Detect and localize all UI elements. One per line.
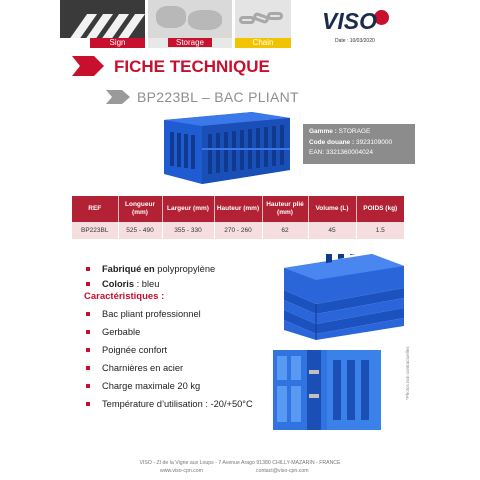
col-header-hauteur-plie: Hauteur plié (mm) xyxy=(262,196,308,222)
material-label: Fabriqué en xyxy=(102,264,155,274)
page-title: FICHE TECHNIQUE xyxy=(114,57,270,76)
hinge-closeup-image xyxy=(273,350,381,430)
ean-line: EAN: 3321360004024 xyxy=(309,149,373,156)
spec-table xyxy=(72,196,404,239)
storage-category-image xyxy=(148,0,232,38)
gamme-line xyxy=(309,127,409,138)
cell-largeur: 355 - 330 xyxy=(162,222,214,239)
colors-label: Coloris xyxy=(102,279,135,289)
viso-logo xyxy=(322,8,390,34)
col-header-poids: POIDS (kg) xyxy=(356,196,404,222)
colors-value: : bleu xyxy=(136,279,160,289)
sign-category-image xyxy=(60,0,145,38)
col-header-hauteur: Hauteur (mm) xyxy=(214,196,262,222)
code-douane-value: 3923109000 xyxy=(355,138,393,146)
photos-disclaimer: *Photos non contractuelles xyxy=(405,346,410,400)
title-arrow-icon xyxy=(72,56,104,76)
list-item xyxy=(86,277,215,292)
document-date: Date : 10/03/2020 xyxy=(335,38,375,44)
product-title: BP223BL – BAC PLIANT xyxy=(137,89,299,105)
spec-table-header-row xyxy=(72,196,404,222)
list-item: Poignée confort xyxy=(86,341,253,359)
table-row xyxy=(72,222,404,239)
code-douane-line xyxy=(309,138,409,149)
list-item: Température d’utilisation : -20/+50°C xyxy=(86,395,253,413)
material-value: polypropylène xyxy=(157,264,216,274)
col-header-volume: Volume (L) xyxy=(308,196,356,222)
logo-text: VISO xyxy=(322,8,377,34)
material-list xyxy=(86,262,215,292)
crate-product-image xyxy=(162,112,292,184)
code-douane-label: Code douane : xyxy=(309,138,355,146)
category-label-storage-text: Storage xyxy=(168,38,212,47)
category-label-chain: Chain xyxy=(235,38,291,48)
list-item: Charnières en acier xyxy=(86,359,253,377)
gamme-value: STORAGE xyxy=(338,128,371,135)
gamme-label: Gamme : xyxy=(309,128,337,135)
list-item: Bac pliant professionnel xyxy=(86,305,253,323)
chain-category-image xyxy=(235,0,291,38)
footer-website-link[interactable]: www.viso-cpn.com xyxy=(160,468,203,474)
category-label-storage xyxy=(148,38,232,48)
cell-poids: 1.5 xyxy=(356,222,404,239)
col-header-longueur: Longueur (mm) xyxy=(118,196,162,222)
cell-hauteur-plie: 62 xyxy=(262,222,308,239)
features-heading: Caractéristiques : xyxy=(84,291,165,302)
stacked-crates-image xyxy=(276,254,406,340)
features-list xyxy=(86,305,253,413)
product-info-box xyxy=(303,124,415,164)
cell-hauteur: 270 - 260 xyxy=(214,222,262,239)
product-arrow-icon xyxy=(106,90,130,104)
cell-volume: 45 xyxy=(308,222,356,239)
col-header-ref: REF xyxy=(72,196,118,222)
cell-ref: BP223BL xyxy=(72,222,118,239)
footer-address: VISO - ZI de la Vigne aux Loups - 7 Avenue Arago 91380 CHILLY-MAZARIN - FRANCE xyxy=(139,460,341,466)
list-item xyxy=(86,262,215,277)
col-header-largeur: Largeur (mm) xyxy=(162,196,214,222)
footer-email-link[interactable]: contact@viso-cpn.com xyxy=(256,468,309,474)
category-label-sign: Sign xyxy=(90,38,145,48)
list-item: Charge maximale 20 kg xyxy=(86,377,253,395)
list-item: Gerbable xyxy=(86,323,253,341)
cell-longueur: 525 - 490 xyxy=(118,222,162,239)
